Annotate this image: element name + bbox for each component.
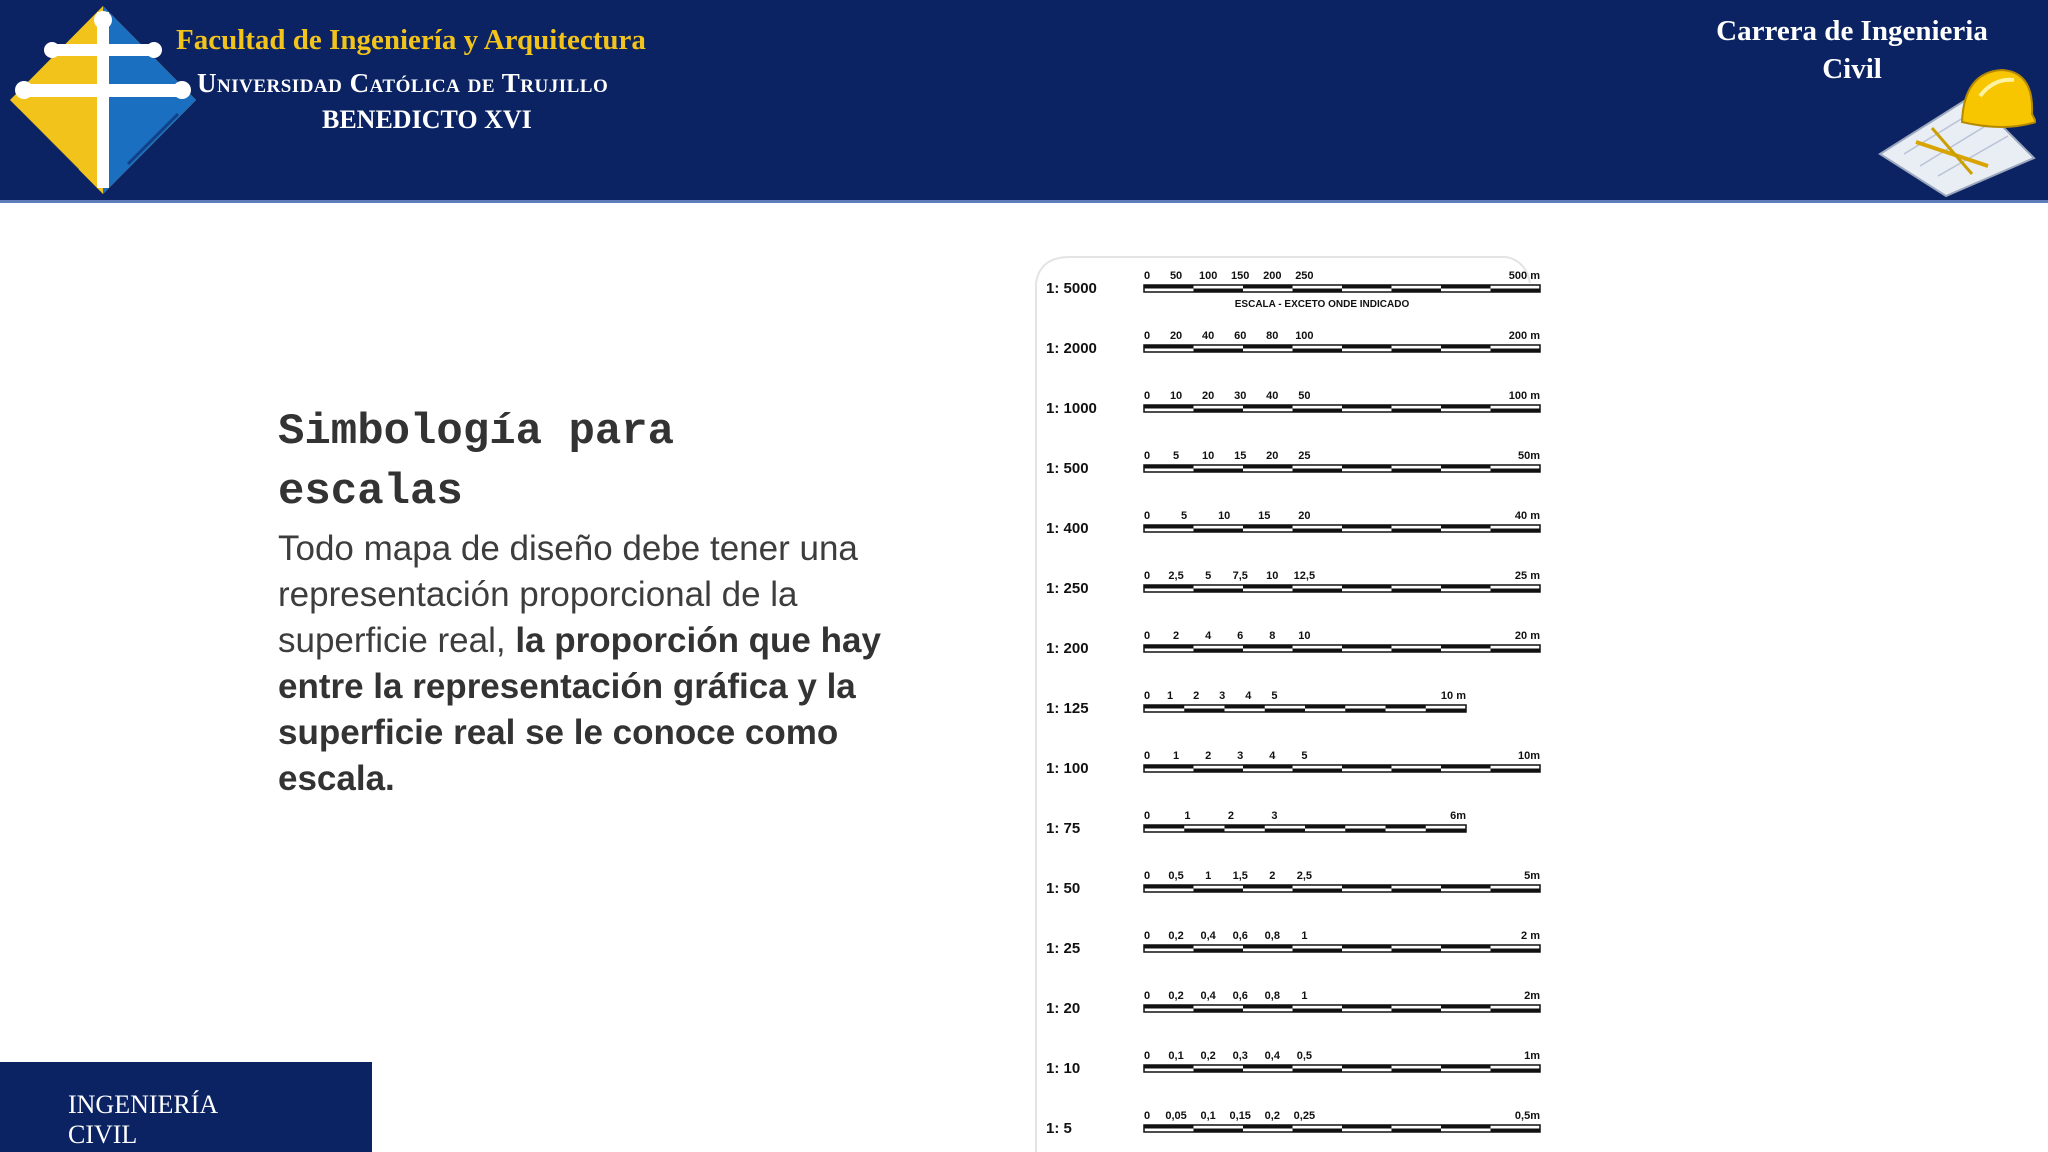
scale-bar-segment	[1342, 405, 1392, 409]
scale-bar-segment	[1265, 709, 1305, 713]
scale-tick-label: 100	[1198, 270, 1218, 282]
scale-tick-label: 1	[1301, 990, 1308, 1002]
scale-bar-segment	[1441, 585, 1491, 589]
scale-bar-segment	[1144, 345, 1194, 349]
scale-end-label: 100 m	[1508, 390, 1540, 402]
scale-tick-label: 5	[1301, 750, 1308, 762]
scale-tick-label: 50	[1169, 270, 1183, 282]
scale-tick-label: 20	[1202, 390, 1215, 402]
scale-tick-label: 5	[1173, 450, 1180, 462]
scale-ratio-label: 1: 75	[1046, 820, 1081, 837]
scale-bar-segment	[1265, 829, 1305, 833]
scale-tick-label: 0,2	[1168, 930, 1184, 942]
scale-tick-label: 4	[1245, 690, 1252, 702]
scale-bar-segment	[1342, 885, 1392, 889]
scale-bar-segment	[1491, 349, 1541, 353]
scale-ratio-label: 1: 2000	[1046, 340, 1097, 357]
scale-tick-label: 0	[1144, 390, 1151, 402]
scale-bar-segment	[1441, 645, 1491, 649]
scale-tick-label: 1	[1167, 690, 1174, 702]
scale-bar-segment	[1426, 829, 1466, 833]
scale-tick-label: 0,6	[1232, 990, 1248, 1002]
scale-bar-segment	[1392, 589, 1442, 593]
university-subtitle: BENEDICTO XVI	[322, 105, 532, 134]
scale-tick-label: 0,2	[1200, 1050, 1216, 1062]
scale-bar-segment	[1342, 1065, 1392, 1069]
scale-bar-segment	[1293, 289, 1343, 293]
scale-tick-label: 2	[1205, 750, 1212, 762]
scale-tick-label: 0,5	[1168, 870, 1184, 882]
scale-bar-segment	[1194, 1009, 1244, 1013]
scale-tick-label: 50	[1298, 390, 1311, 402]
scale-tick-label: 20	[1169, 330, 1183, 342]
scale-bar-segment	[1342, 285, 1392, 289]
scale-bar-segment	[1342, 945, 1392, 949]
scale-tick-label: 3	[1219, 690, 1226, 702]
scale-bar-segment	[1293, 589, 1343, 593]
scale-tick-label: 100	[1295, 330, 1314, 342]
scale-end-label: 20 m	[1514, 630, 1540, 642]
scale-bar-segment	[1194, 589, 1244, 593]
scale-bar-segment	[1441, 345, 1491, 349]
scale-bar-segment	[1342, 645, 1392, 649]
scale-tick-label: 2	[1173, 630, 1180, 642]
scale-bar-segment	[1225, 825, 1265, 829]
slide-title: Simbología para escalas	[278, 407, 675, 517]
scale-tick-label: 8	[1269, 630, 1276, 642]
scale-ratio-label: 1: 125	[1046, 700, 1089, 717]
scale-bar-segment	[1243, 465, 1293, 469]
scale-bar-segment	[1144, 705, 1184, 709]
scale-tick-label: 0,3	[1232, 1050, 1248, 1062]
scale-bar-segment	[1144, 465, 1194, 469]
scale-bar-segment	[1441, 405, 1491, 409]
scale-tick-label: 250	[1295, 270, 1314, 282]
scale-tick-label: 0	[1144, 270, 1151, 282]
scale-bar-segment	[1441, 465, 1491, 469]
scale-tick-label: 0,4	[1200, 990, 1216, 1002]
scale-ratio-label: 1: 400	[1046, 520, 1089, 537]
scale-bar-segment	[1194, 649, 1244, 653]
scale-tick-label: 0,25	[1293, 1110, 1316, 1122]
scale-tick-label: 30	[1234, 390, 1247, 402]
scale-ratio-label: 1: 250	[1046, 580, 1089, 597]
scale-bar-segment	[1392, 649, 1442, 653]
scale-bar-segment	[1144, 285, 1194, 289]
scale-tick-label: 0,8	[1264, 990, 1280, 1002]
scale-ratio-label: 1: 200	[1046, 640, 1089, 657]
scale-tick-label: 15	[1258, 510, 1271, 522]
graphic-scales-figure	[1026, 255, 1576, 1152]
scale-bar-segment	[1441, 1065, 1491, 1069]
scale-bar-segment	[1392, 1009, 1442, 1013]
scale-bar-segment	[1441, 285, 1491, 289]
scale-bar-segment	[1441, 945, 1491, 949]
scale-tick-label: 0,2	[1168, 990, 1184, 1002]
scale-bar-segment	[1194, 949, 1244, 953]
scale-bar-segment	[1491, 469, 1541, 473]
scale-tick-label: 3	[1237, 750, 1244, 762]
footer-label: INGENIERÍA CIVIL	[68, 1090, 217, 1149]
scale-bar-segment	[1392, 949, 1442, 953]
scale-end-label: 0,5m	[1514, 1110, 1540, 1122]
scale-tick-label: 0	[1144, 510, 1151, 522]
scale-bar-segment	[1144, 765, 1194, 769]
scale-tick-label: 0	[1144, 330, 1151, 342]
scale-tick-label: 10	[1202, 450, 1215, 462]
scale-tick-label: 10	[1169, 390, 1183, 402]
scale-bar-segment	[1144, 645, 1194, 649]
scale-end-label: 10 m	[1440, 690, 1466, 702]
scale-bar-segment	[1293, 409, 1343, 413]
scale-tick-label: 4	[1269, 750, 1276, 762]
hard-hat-blueprint-icon	[1876, 62, 2036, 200]
scale-tick-label: 20	[1298, 510, 1311, 522]
scale-bar-segment	[1194, 469, 1244, 473]
scale-bar-segment	[1194, 409, 1244, 413]
scale-tick-label: 60	[1234, 330, 1247, 342]
scale-tick-label: 25	[1298, 450, 1311, 462]
scale-end-label: 40 m	[1514, 510, 1540, 522]
scale-ratio-label: 1: 5000	[1046, 280, 1097, 297]
scale-end-label: 2m	[1524, 990, 1540, 1002]
scale-bar-segment	[1491, 1009, 1541, 1013]
scale-tick-label: 0	[1144, 1110, 1151, 1122]
career-title: Carrera de Ingenieria Civil	[1716, 15, 1988, 85]
scale-bar-segment	[1426, 709, 1466, 713]
scale-bar-segment	[1293, 529, 1343, 533]
header-banner	[0, 0, 2048, 203]
scale-tick-label: 40	[1266, 390, 1279, 402]
scale-bar-segment	[1243, 765, 1293, 769]
scale-tick-label: 0,1	[1200, 1110, 1216, 1122]
scale-tick-label: 10	[1298, 630, 1311, 642]
scale-tick-label: 1	[1173, 750, 1180, 762]
scale-ratio-label: 1: 25	[1046, 940, 1081, 957]
scale-bar-segment	[1243, 585, 1293, 589]
scale-bar-segment	[1491, 529, 1541, 533]
scale-tick-label: 80	[1266, 330, 1279, 342]
scale-bar-segment	[1293, 469, 1343, 473]
scale-bar-segment	[1392, 1129, 1442, 1133]
scale-ratio-label: 1: 100	[1046, 760, 1089, 777]
scale-bar-segment	[1342, 585, 1392, 589]
scale-bar-segment	[1392, 349, 1442, 353]
scale-tick-label: 0	[1144, 450, 1151, 462]
scale-tick-label: 6	[1237, 630, 1244, 642]
scale-bar-segment	[1491, 1129, 1541, 1133]
scale-tick-label: 1,5	[1232, 870, 1248, 882]
scale-tick-label: 0	[1144, 870, 1151, 882]
scale-tick-label: 2	[1269, 870, 1276, 882]
scale-tick-label: 2,5	[1168, 570, 1184, 582]
scale-tick-label: 5	[1271, 690, 1278, 702]
scale-tick-label: 0,1	[1168, 1050, 1184, 1062]
scale-bar-segment	[1194, 289, 1244, 293]
scale-bar-segment	[1194, 529, 1244, 533]
scale-end-label: 2 m	[1521, 930, 1540, 942]
scale-bar-segment	[1243, 345, 1293, 349]
scale-bar-segment	[1392, 289, 1442, 293]
scale-tick-label: 15	[1234, 450, 1247, 462]
scale-tick-label: 0	[1144, 570, 1151, 582]
scale-ratio-label: 1: 5	[1046, 1120, 1072, 1137]
scale-bar-segment	[1243, 1065, 1293, 1069]
scale-bar-segment	[1386, 825, 1426, 829]
scale-bar-segment	[1243, 945, 1293, 949]
scale-bar-segment	[1392, 469, 1442, 473]
scale-end-label: 1m	[1524, 1050, 1540, 1062]
scale-ratio-label: 1: 500	[1046, 460, 1089, 477]
scale-bar-segment	[1243, 285, 1293, 289]
scale-bar-segment	[1342, 525, 1392, 529]
scale-ratio-label: 1: 10	[1046, 1060, 1081, 1077]
scale-bar-segment	[1491, 289, 1541, 293]
scale-tick-label: 10	[1266, 570, 1279, 582]
scale-tick-label: 5	[1181, 510, 1188, 522]
scale-bar-segment	[1293, 769, 1343, 773]
scale-bar-segment	[1305, 705, 1345, 709]
body-text-plain: Todo mapa de diseño debe tener una representación proporcional de la superficie real,	[278, 529, 858, 660]
scale-bar-segment	[1144, 1125, 1194, 1129]
scale-end-label: 10m	[1517, 750, 1540, 762]
scale-bar-segment	[1491, 1069, 1541, 1073]
scale-tick-label: 1	[1301, 930, 1308, 942]
scale-bar-segment	[1194, 1129, 1244, 1133]
scale-bar-segment	[1305, 825, 1345, 829]
scale-tick-label: 1	[1184, 810, 1191, 822]
scale-bar-segment	[1194, 889, 1244, 893]
scale-tick-label: 0,4	[1200, 930, 1216, 942]
scale-bar-segment	[1243, 1125, 1293, 1129]
scale-bar-segment	[1491, 649, 1541, 653]
scale-tick-label: 3	[1271, 810, 1278, 822]
scale-tick-label: 20	[1266, 450, 1279, 462]
scale-bar-segment	[1144, 1065, 1194, 1069]
scale-bar-segment	[1491, 409, 1541, 413]
scale-tick-label: 0	[1144, 690, 1151, 702]
scale-bar-segment	[1392, 1069, 1442, 1073]
scale-bar-segment	[1491, 889, 1541, 893]
scale-tick-label: 0,6	[1232, 930, 1248, 942]
scale-tick-label: 0	[1144, 810, 1151, 822]
scale-tick-label: 7,5	[1232, 570, 1248, 582]
scale-bar-segment	[1293, 949, 1343, 953]
scale-bar-segment	[1342, 345, 1392, 349]
scale-note: ESCALA - EXCETO ONDE INDICADO	[1234, 299, 1410, 310]
scale-tick-label: 0,5	[1296, 1050, 1313, 1062]
scale-end-label: 6m	[1450, 810, 1466, 822]
scale-tick-label: 0,8	[1264, 930, 1280, 942]
scale-tick-label: 0,15	[1229, 1110, 1251, 1122]
scale-bar-segment	[1293, 889, 1343, 893]
scale-bar-segment	[1345, 709, 1385, 713]
scale-bar-segment	[1342, 765, 1392, 769]
scale-tick-label: 0,4	[1264, 1050, 1280, 1062]
scale-bar-segment	[1144, 585, 1194, 589]
scale-bar-segment	[1144, 945, 1194, 949]
scale-ratio-label: 1: 1000	[1046, 400, 1097, 417]
scale-tick-label: 200	[1263, 270, 1282, 282]
scale-bar-segment	[1243, 405, 1293, 409]
scale-tick-label: 2	[1193, 690, 1200, 702]
scale-end-label: 50m	[1517, 450, 1540, 462]
scale-bar-segment	[1441, 765, 1491, 769]
scale-tick-label: 0	[1144, 1050, 1151, 1062]
scale-bar-segment	[1293, 1009, 1343, 1013]
scale-tick-label: 4	[1205, 630, 1212, 642]
scale-bar-segment	[1491, 769, 1541, 773]
scale-bar-segment	[1441, 1125, 1491, 1129]
scale-bar-segment	[1392, 529, 1442, 533]
scale-tick-label: 150	[1231, 270, 1250, 282]
scale-bar-segment	[1144, 825, 1184, 829]
scale-bar-segment	[1342, 465, 1392, 469]
scale-tick-label: 12,5	[1293, 570, 1316, 582]
scale-bar-segment	[1441, 885, 1491, 889]
scale-ratio-label: 1: 20	[1046, 1000, 1081, 1017]
scale-bar-segment	[1293, 1129, 1343, 1133]
scale-bar-segment	[1243, 645, 1293, 649]
faculty-name: Facultad de Ingeniería y Arquitectura	[176, 24, 646, 56]
scale-bar-segment	[1386, 705, 1426, 709]
scale-bar-segment	[1392, 409, 1442, 413]
scale-bar-segment	[1345, 829, 1385, 833]
scale-end-label: 500 m	[1508, 270, 1540, 282]
scale-bar-segment	[1184, 709, 1224, 713]
scale-bar-segment	[1194, 1069, 1244, 1073]
scale-end-label: 25 m	[1514, 570, 1540, 582]
scale-ratio-label: 1: 50	[1046, 880, 1081, 897]
scale-bar-segment	[1392, 769, 1442, 773]
scale-tick-label: 0,05	[1165, 1110, 1187, 1122]
university-name: Universidad Católica de Trujillo	[197, 68, 609, 98]
scale-tick-label: 1	[1205, 870, 1212, 882]
body-text-bold: la proporción que hay entre la representación gráfica y la superficie real se le conoce como escala.	[278, 621, 881, 798]
scale-bar-segment	[1342, 1005, 1392, 1009]
scale-tick-label: 5	[1205, 570, 1212, 582]
scale-tick-label: 0,2	[1264, 1110, 1280, 1122]
scale-bar-segment	[1342, 1125, 1392, 1129]
scale-tick-label: 2,5	[1296, 870, 1313, 882]
scale-bar-segment	[1441, 525, 1491, 529]
scale-bar-segment	[1194, 349, 1244, 353]
scale-bar-segment	[1293, 1069, 1343, 1073]
scale-tick-label: 0	[1144, 630, 1151, 642]
scale-tick-label: 10	[1218, 510, 1231, 522]
scale-bar-segment	[1144, 885, 1194, 889]
university-logo	[8, 4, 198, 196]
scale-bar-segment	[1194, 769, 1244, 773]
scale-bar-segment	[1293, 649, 1343, 653]
scale-bar-segment	[1491, 589, 1541, 593]
scale-bar-segment	[1491, 949, 1541, 953]
scale-end-label: 5m	[1524, 870, 1540, 882]
scale-bar-segment	[1184, 829, 1224, 833]
scale-bar-segment	[1144, 405, 1194, 409]
scale-bar-segment	[1243, 885, 1293, 889]
slide-body	[278, 526, 938, 802]
scale-bar-segment	[1144, 525, 1194, 529]
scale-bar-segment	[1392, 889, 1442, 893]
scale-tick-label: 0	[1144, 930, 1151, 942]
scale-bar-segment	[1293, 349, 1343, 353]
scale-tick-label: 0	[1144, 750, 1151, 762]
scale-tick-label: 2	[1227, 810, 1235, 822]
scale-bar-segment	[1441, 1005, 1491, 1009]
scale-end-label: 200 m	[1508, 330, 1540, 342]
scale-tick-label: 0	[1144, 990, 1151, 1002]
scale-bar-segment	[1144, 1005, 1194, 1009]
scale-tick-label: 40	[1202, 330, 1215, 342]
scale-bar-segment	[1225, 705, 1265, 709]
scale-bar-segment	[1243, 1005, 1293, 1009]
scale-bar-segment	[1243, 525, 1293, 529]
